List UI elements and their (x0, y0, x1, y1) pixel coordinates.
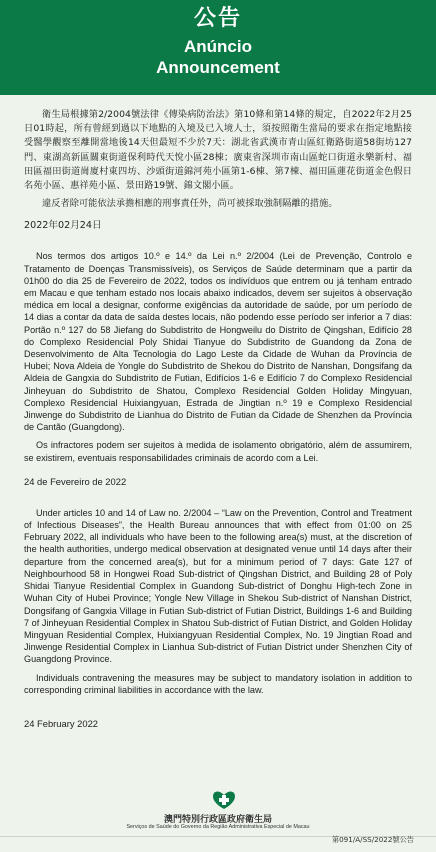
zh-paragraph-1: 衛生局根據第2/2004號法律《傳染病防治法》第10條和第14條的規定，自2022年2月25日01時起，所有曾經到過以下地點的入境及已入境人士，須按照衛生當局的要求在指定地點接受醫學觀察至離開當地後14天但最短不少於7天：湖北省武漢市青山區紅衛路街道58街坊127門、東湖高新區關東街道保利時代天悅小區28棟；廣東省深圳市南山區蛇口街道永樂新村、福田區福田街道崗廈村東四坊、沙頭街道錦河苑小區第1-6棟、第7棟、福田區蓮花街道金色假日名苑小區、惠祥苑小區、景田路19號、錦文閣小區。 (24, 109, 412, 192)
zh-paragraph-2: 違反者除可能依法承擔相應的刑事責任外，尚可被採取強制隔離的措施。 (42, 198, 338, 210)
pt-paragraph-2: Os infractores podem ser sujeitos à medida de isolamento obrigatório, além de assumirem, se existirem, eventuais responsabilidades criminais de acordo com a Lei. (24, 440, 412, 463)
en-date: 24 February 2022 (24, 717, 99, 729)
health-bureau-emblem-icon (209, 789, 239, 811)
announcement-header (0, 0, 436, 95)
title-zh: 公告 (193, 6, 242, 31)
zh-date: 2022年02月24日 (24, 220, 102, 232)
en-paragraph-2: Individuals contravening the measures may be subject to mandatory isolation in addition to corresponding criminal liabilities in accordance with the law. (24, 672, 412, 695)
announcement-number-zh: 第091/A/SS/2022號公告 (331, 835, 414, 844)
footer-org-pt: Serviços de Saúde do Governo da Região Administrativa Especial de Macau (126, 824, 310, 830)
en-paragraph-1: Under articles 10 and 14 of Law no. 2/2004 – “Law on the Prevention, Control and Treatment of Infectious Diseases”, the Health Bureau announces that with effect from 01:00 on 25 February 2022, all individuals who have been to the following area(s) must, at the discretion of the health authorities, undergo medical observation at designated venue until 14 days after their departure from the concerned area(s), but for a minimum period of 7 days: Gate 127 of Neighbourhood 58 in Hongwei Road Sub-district of Qingshan District, and Building 28 of Poly Shidai Tianyue Residential Complex in Guandong Sub-district of Donghu High-tech Zone in Wuhan City of Hubei Province; Yongle New Village in Shekou Sub-district of Nanshan District, Dongsifang of Gangxia Village in Futian Sub-district of Futian District, Buildings 1-6 and Building 7 of Jinheyuan Residential Complex in Shatou Sub-district of Futian District, and Golden Holiday Mingyuan Residential Complex, Huixiangyuan Residential Complex, No. 19 Jingtian Road and Jinwenge Residential Complex in Lianhua Sub-district of Futian District under Shenzhen City of Guangdong Province. (24, 507, 412, 665)
pt-paragraph-1: Nos termos dos artigos 10.º e 14.º da Lei n.º 2/2004 (Lei de Prevenção, Controlo e Tratamento de Doenças Transmissíveis), os Serviços de Saúde determinam que a partir da 01h00 do dia 25 de Fevereiro de 2022, todos os indivíduos que entrem ou já tenham entrado em Macau e que tenham estado nos locais abaixo indicados, devem ser sujeitos à observação médica em local a designar, conforme exigências da autoridade de saúde, por um período de 14 dias a contar da data de saída destes locais, não podendo esse período ser inferior a 7 dias: Portão n.º 127 do 58 Jiefang do Subdistrito de Hongweilu do Distrito de Qingshan, Edifício 28 do Complexo Residencial Poly Shidai Tianyue do Subdistrito de Guandong da Zona de Desenvolvimento de Alta Tecnologia do Lago Leste da Cidade de Wuhan da Província de Hubei; Nova Aldeia de Yongle do Subdistrito de Shekou do Distrito de Nanshan, Dongsifang da Aldeia de Gangxia do Subdistrito de Futian, Edifícios 1-6 e Edifício 7 do Complexo Residencial Jinheyuan do Subdistrito de Shatou, Complexo Residencial Golden Holiday Mingyuan, Complexo Residencial Huixiangyuan, Estrada de Jingtian n.º 19 e Complexo Residencial Jinwenge do Subdistrito de Lianhua do Distrito de Futian da Cidade de Shenzhen da Província de Cantão (Guangdong). (24, 251, 412, 433)
footer-org-zh: 澳門特別行政區政府衛生局 (163, 815, 272, 825)
announcement-body (0, 108, 436, 729)
title-en: Announcement (156, 58, 280, 77)
pt-date: 24 de Fevereiro de 2022 (24, 475, 127, 487)
title-pt: Anúncio (184, 37, 252, 56)
